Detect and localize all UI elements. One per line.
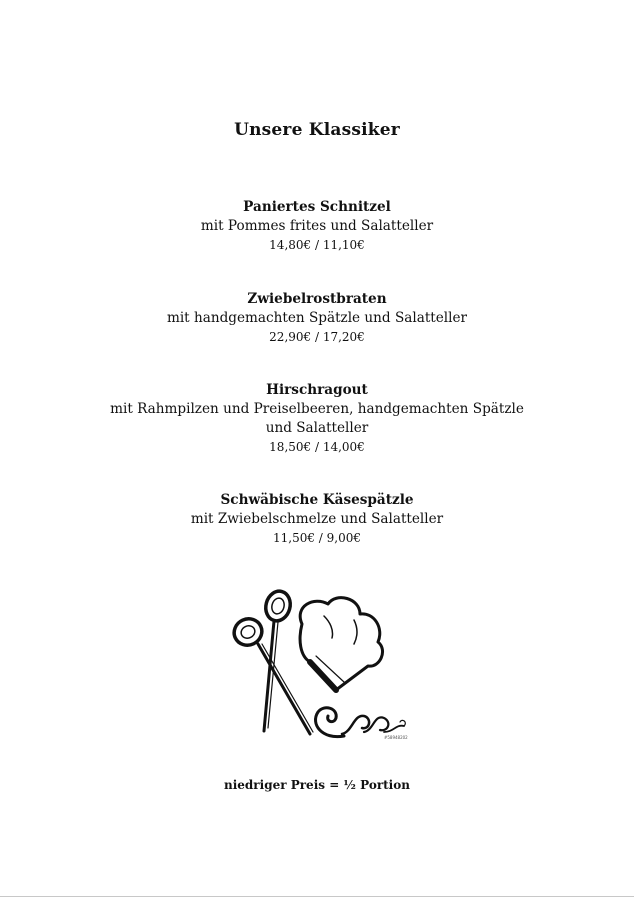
page-title: Unsere Klassiker: [234, 120, 400, 140]
dish-description: mit Pommes frites und Salatteller: [200, 218, 434, 234]
menu-item: [0, 381, 634, 457]
dish-description: mit handgemachten Spätzle und Salatteller: [166, 310, 468, 326]
dish-price: 11,50€ / 9,00€: [272, 531, 361, 545]
dish-price: 22,90€ / 17,20€: [269, 330, 365, 344]
dish-name: Schwäbische Käsespätzle: [220, 492, 414, 508]
menu-item: [0, 290, 634, 347]
portion-footnote: niedriger Preis = ½ Portion: [224, 778, 410, 792]
dish-name: Hirschragout: [266, 382, 368, 398]
dish-description: mit Rahmpilzen und Preiselbeeren, handgemachten Spätzle und Salatteller: [110, 401, 524, 436]
dish-price: 14,80€ / 11,10€: [269, 238, 365, 252]
dish-description: mit Zwiebelschmelze und Salatteller: [190, 511, 444, 527]
dish-name: Zwiebelrostbraten: [247, 291, 387, 307]
dish-name: Paniertes Schnitzel: [243, 199, 391, 215]
menu-item: [0, 491, 634, 548]
menu-item: [0, 198, 634, 255]
stock-number: #58948202: [384, 735, 408, 740]
chef-hat-and-spoons-icon: [224, 586, 410, 742]
dish-price: 18,50€ / 14,00€: [269, 440, 365, 454]
page-bottom-divider: [0, 896, 634, 897]
